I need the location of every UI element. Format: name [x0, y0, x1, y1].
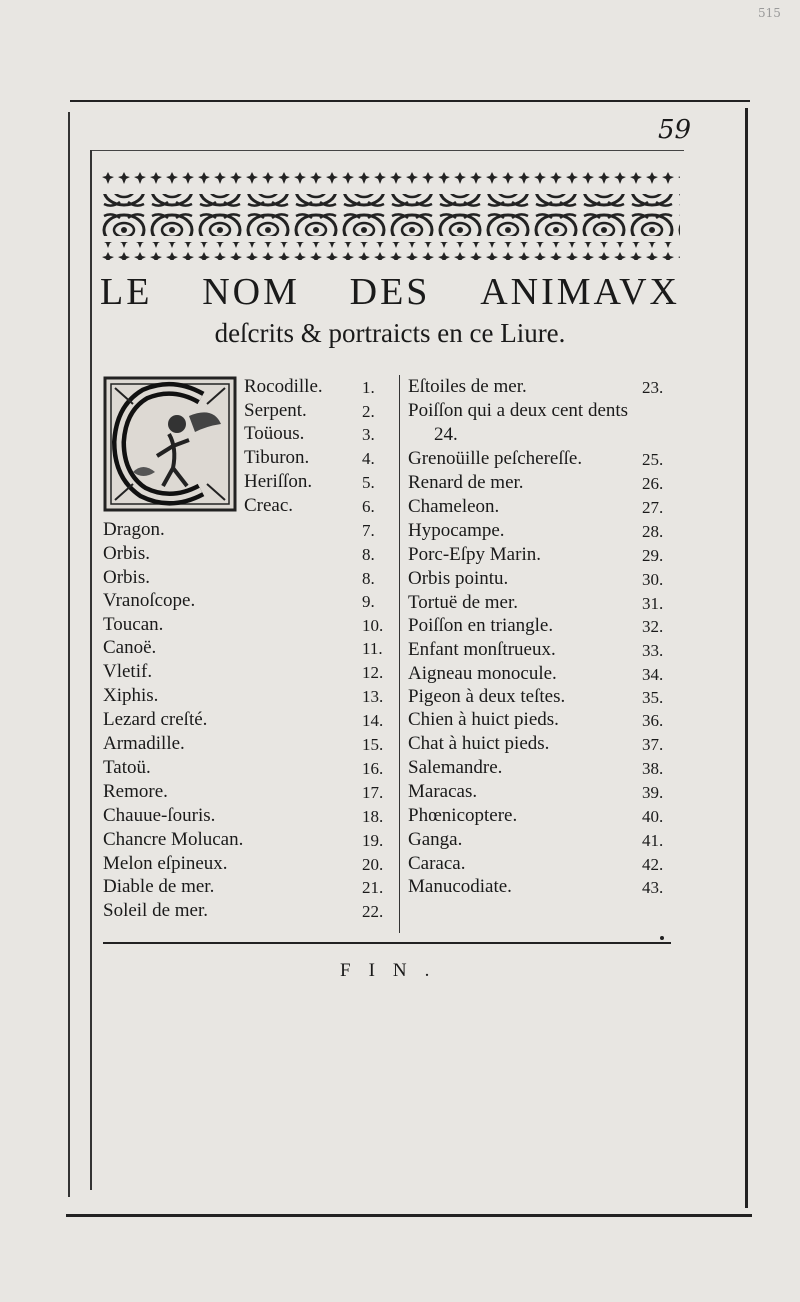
list-item: Tortuë de mer. — [408, 592, 518, 613]
list-item-number: 27. — [642, 498, 664, 517]
title-word: LE — [100, 271, 153, 313]
list-item-number: 38. — [642, 759, 664, 778]
list-item: Pigeon à deux teſtes. — [408, 686, 566, 707]
list-item-number: 15. — [362, 735, 384, 754]
list-item: Orbis pointu. — [408, 568, 509, 589]
list-item: Phœnicoptere. — [408, 805, 518, 826]
main-title — [100, 270, 680, 314]
list-item: Chancre Molucan. — [103, 829, 244, 850]
list-item-number: 43. — [642, 878, 664, 897]
list-item-number: 23. — [642, 378, 664, 397]
list-item-number: 14. — [362, 711, 384, 730]
list-item: Aigneau monocule. — [408, 663, 557, 684]
list-item-number: 11. — [362, 639, 383, 658]
list-item: Grenoüille peſchereſſe. — [408, 448, 583, 469]
list-item-number: 22. — [362, 902, 384, 921]
list-item-number: 33. — [642, 641, 664, 660]
list-item: Caraca. — [408, 853, 466, 874]
list-item-number: 12. — [362, 663, 384, 682]
list-item: Lezard creſté. — [103, 709, 208, 730]
list-item-number: 30. — [642, 570, 664, 589]
list-item: Heriſſon. — [244, 471, 313, 492]
list-item: Soleil de mer. — [103, 900, 209, 921]
list-item: Toüous. — [244, 423, 305, 444]
list-item: Orbis. — [103, 567, 150, 588]
list-item: Poiſſon en triangle. — [408, 615, 554, 636]
ornamental-border — [100, 170, 680, 262]
list-item: Chien à huict pieds. — [408, 709, 559, 730]
list-item: Poiſſon qui a deux cent dents — [408, 400, 629, 421]
list-item-number: 1. — [362, 378, 375, 397]
list-item-number: 28. — [642, 522, 664, 541]
title-word: NOM — [202, 271, 300, 313]
list-item: Salemandre. — [408, 757, 503, 778]
list-item: Ganga. — [408, 829, 463, 850]
list-item: Manucodiate. — [408, 876, 512, 897]
list-item: Maracas. — [408, 781, 478, 802]
list-item: Vletif. — [103, 661, 153, 682]
list-item: Dragon. — [103, 519, 165, 540]
list-item: Canoë. — [103, 637, 157, 658]
list-item-number: 34. — [642, 665, 664, 684]
list-item-number: 32. — [642, 617, 664, 636]
list-item-number: 25. — [642, 450, 664, 469]
list-item: Diable de mer. — [103, 876, 215, 897]
frame-right-rule — [745, 108, 748, 1208]
title-word: ANIMAVX — [480, 271, 680, 313]
list-item-number: 20. — [362, 855, 384, 874]
list-item-number: 31. — [642, 594, 664, 613]
list-item: Remore. — [103, 781, 168, 802]
inner-top-rule — [92, 150, 684, 151]
list-item: Orbis. — [103, 543, 150, 564]
list-item: Serpent. — [244, 400, 307, 421]
list-item-number: 36. — [642, 711, 664, 730]
list-item: Chameleon. — [408, 496, 500, 517]
list-item: Armadille. — [103, 733, 185, 754]
list-item-number: 8. — [362, 545, 375, 564]
list-item: Vranoſcope. — [103, 590, 196, 611]
list-item-number: 41. — [642, 831, 664, 850]
list-item: Hypocampe. — [408, 520, 505, 541]
title-word: DES — [349, 271, 431, 313]
list-item: Creac. — [244, 495, 294, 516]
list-item: Eſtoiles de mer. — [408, 376, 527, 397]
list-item: Rocodille. — [244, 376, 323, 397]
list-item-number: 35. — [642, 688, 664, 707]
subtitle: deſcrits & portraicts en ce Liure. — [214, 318, 566, 348]
list-item-number: 39. — [642, 783, 664, 802]
list-item: 24. — [434, 424, 458, 445]
list-item-number: 4. — [362, 449, 375, 468]
list-item: Xiphis. — [103, 685, 159, 706]
list-item-number: 42. — [642, 855, 664, 874]
list-item-number: 29. — [642, 546, 664, 565]
column-divider — [399, 375, 400, 933]
page-number: 59 — [658, 115, 692, 145]
list-item-number: 40. — [642, 807, 664, 826]
list-item-number: 37. — [642, 735, 664, 754]
list-item: Tatoü. — [103, 757, 151, 778]
list-item: Tiburon. — [244, 447, 310, 468]
frame-bottom-rule — [66, 1214, 752, 1217]
list-item-number: 5. — [362, 473, 375, 492]
list-item: Renard de mer. — [408, 472, 524, 493]
corner-mark: 515 — [758, 6, 781, 20]
list-item: Porc-Eſpy Marin. — [408, 544, 541, 565]
list-item-number: 16. — [362, 759, 384, 778]
list-item: Toucan. — [103, 614, 164, 635]
list-item-number: 17. — [362, 783, 384, 802]
list-item-number: 3. — [362, 425, 375, 444]
list-item-number: 7. — [362, 521, 375, 540]
frame-left-rule — [68, 112, 70, 1197]
list-item-number: 21. — [362, 878, 384, 897]
list-item: Melon eſpineux. — [103, 853, 228, 874]
list-item: Chat à huict pieds. — [408, 733, 550, 754]
fin-text: FIN. — [340, 960, 448, 981]
drop-cap-ornament — [103, 376, 237, 512]
list-item-number: 9. — [362, 592, 375, 611]
list-item-number: 13. — [362, 687, 384, 706]
list-item-number: 19. — [362, 831, 384, 850]
list-item-number: 18. — [362, 807, 384, 826]
frame-top-rule — [70, 100, 750, 102]
rule-dot — [660, 936, 664, 940]
list-item: Chauue-ſouris. — [103, 805, 216, 826]
list-item-number: 10. — [362, 616, 384, 635]
list-item-number: 26. — [642, 474, 664, 493]
list-item-number: 8. — [362, 569, 375, 588]
list-item: Enfant monſtrueux. — [408, 639, 556, 660]
list-item-number: 2. — [362, 402, 375, 421]
list-item-number: 6. — [362, 497, 375, 516]
inner-left-rule — [90, 150, 92, 1190]
bottom-rule — [103, 942, 671, 944]
